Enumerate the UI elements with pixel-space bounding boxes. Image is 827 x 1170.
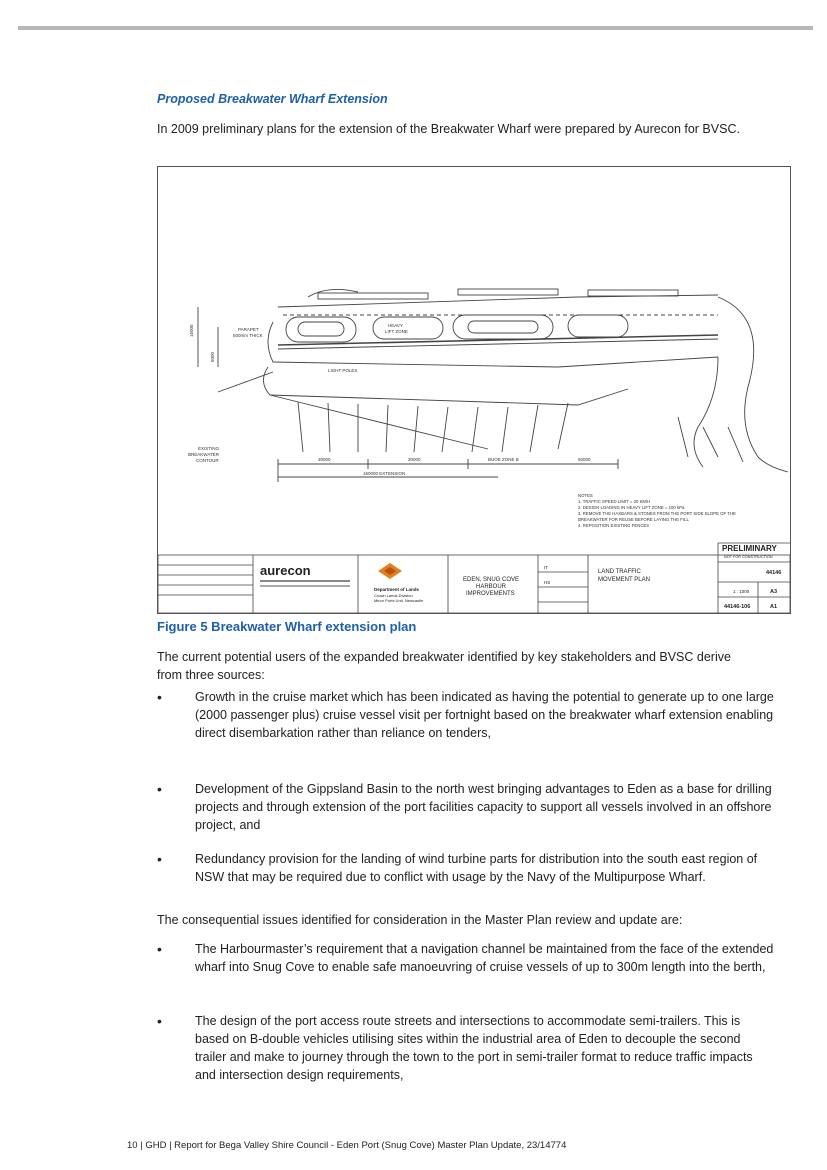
parapet-thickness-label: 500mm THICK	[233, 333, 263, 338]
breakwater-label: BREAKWATER	[188, 452, 220, 457]
contour-label: CONTOUR	[196, 458, 219, 463]
note-line: 1. TRAFFIC SPEED LIMIT = 20 KM/H	[578, 499, 651, 504]
breakwater-top-edge	[278, 295, 718, 307]
drawing-number: 44146-106	[724, 604, 751, 610]
wharf-plan-drawing	[158, 167, 790, 613]
project-name-line2: HARBOUR	[476, 584, 507, 590]
vertical-dimension-2: 6000	[210, 351, 215, 362]
dimension-4: 50000	[578, 457, 591, 462]
list-item-text: Redundancy provision for the landing of wind turbine parts for distribution into the south east region of NSW that may be required due to conflict with usage by the Navy of the Multipurpose Wharf.	[195, 852, 758, 884]
note-line: 3. REMOVE THE HAXBARS & STONES FROM THE PORT SIDE SLOPE OF THE	[578, 511, 736, 516]
list-item-text: Growth in the cruise market which has been indicated as having the potential to generate up to one large (2000 passenger plus) cruise vessel visit per fortnight based on the breakwater wharf extension enabling direct disembarkation rather than reliance on tenders,	[195, 690, 774, 740]
drawing-scale: 1 : 1000	[733, 589, 750, 594]
extension-dimension: 160000 EXTENSION	[363, 471, 406, 476]
note-line: BREAKWATER FOR REUSE BEFORE LAYING THE FILL	[578, 517, 689, 522]
sheet-size: A3	[770, 589, 778, 595]
drawing-notes	[578, 493, 736, 528]
bullet-marker: •	[157, 689, 162, 705]
job-number: 44146	[766, 570, 782, 576]
aurecon-logo: aurecon	[260, 563, 311, 578]
section-heading: Proposed Breakwater Wharf Extension	[157, 92, 388, 106]
note-line: 2. DESIGN LOADING IN HEAVY LIFT ZONE = 100 kPa	[578, 505, 685, 510]
bullet-marker: •	[157, 781, 162, 797]
page-footer: 10 | GHD | Report for Bega Valley Shire Council - Eden Port (Snug Cove) Master Plan Update, 23/14774	[127, 1140, 567, 1151]
vertical-dimension-1: 16000	[189, 324, 194, 337]
bullet-marker: •	[157, 851, 162, 867]
checked-by: HS	[544, 580, 551, 585]
existing-label: EXISTING	[198, 446, 220, 451]
list-item-text: Development of the Gippsland Basin to the north west bringing advantages to Eden as a base for drilling projects and through extension of the port facilities capacity to support all vessels involved in an offshore project, and	[195, 782, 772, 832]
drawn-by: IT	[544, 565, 548, 570]
preliminary-stamp: PRELIMINARY	[722, 544, 777, 553]
heavy-lift-label: HEAVY	[388, 323, 403, 328]
wharf-plan-figure	[157, 166, 791, 614]
list-item-text: The design of the port access route streets and intersections to accommodate semi-trailers. This is based on B-double vehicles utilising sites within the industrial area of Eden to decouple the second trailer and make to journey through the town to the port in semi-trailer format to reduce traffic impacts and intersection design requirements,	[195, 1014, 753, 1082]
note-line: NOTES	[578, 493, 593, 498]
project-name-line3: IMPROVEMENTS	[466, 591, 515, 597]
department-unit: Minor Ports Unit, Newcastle	[374, 598, 424, 603]
header-rule	[18, 26, 813, 30]
not-for-construction-stamp: NOT FOR CONSTRUCTION	[724, 555, 773, 559]
light-poles-label: LIGHT POLES	[328, 368, 358, 373]
lift-zone-label: LIFT ZONE	[385, 329, 408, 334]
department-logo-icon	[378, 563, 402, 579]
revision: A1	[770, 604, 778, 610]
dimension-1: 30000	[318, 457, 331, 462]
drawing-title-line2: MOVEMENT PLAN	[598, 577, 650, 583]
intro-paragraph: In 2009 preliminary plans for the extension of the Breakwater Wharf were prepared by Aurecon for BVSC.	[157, 122, 740, 136]
dimension-3: BUOE ZONE B	[488, 457, 519, 462]
dimension-2: 30000	[408, 457, 421, 462]
department-division: Crown Lands Division	[374, 593, 413, 598]
department-name: Department of Lands	[374, 587, 420, 592]
list-item-text: The Harbourmaster’s requirement that a navigation channel be maintained from the face of the extended wharf into Snug Cove to enable safe manoeuvring of cruise vessels of up to 300m length into the berth,	[195, 942, 774, 974]
bullet-marker: •	[157, 941, 162, 957]
issues-paragraph: The consequential issues identified for consideration in the Master Plan review and update are:	[157, 913, 683, 927]
turning-loop-1	[286, 317, 356, 342]
project-name-line1: EDEN, SNUG COVE	[463, 577, 520, 583]
breakwater-slope	[263, 367, 628, 405]
note-line: 4. REPOSITION EXISTING FENCES	[578, 523, 650, 528]
drawing-title-line1: LAND TRAFFIC	[598, 569, 641, 575]
users-paragraph: The current potential users of the expanded breakwater identified by key stakeholders and BVSC derive from three sources:	[157, 650, 731, 682]
bullet-marker: •	[157, 1013, 162, 1029]
figure-caption: Figure 5 Breakwater Wharf extension plan	[157, 619, 417, 634]
parapet-label: PARAPET	[238, 327, 259, 332]
